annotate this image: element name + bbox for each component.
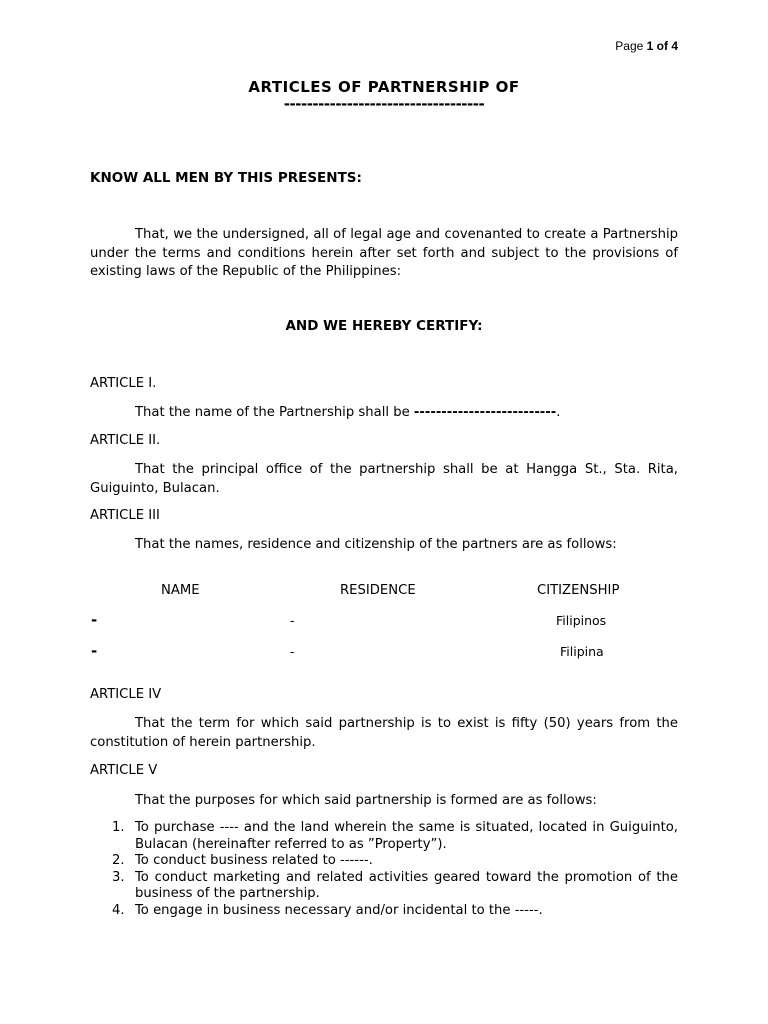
article-2-text: That the principal office of the partnership shall be at Hangga St., Sta. Rita, Guiguinto, Bulacan.	[90, 462, 678, 496]
article-1-text: That the name of the Partnership shall be --------------------------.	[135, 405, 561, 420]
column-header-name: NAME	[161, 583, 200, 598]
list-item: 1. To purchase ---- and the land wherein the same is situated, located in Guiguinto, Bulacan (hereinafter referred to as ”Property”).	[112, 820, 678, 852]
article-5-heading: ARTICLE V	[90, 763, 158, 778]
article-3-heading: ARTICLE III	[90, 508, 160, 523]
page-number: Page 1 of 4	[615, 39, 678, 53]
article-1-heading: ARTICLE I.	[90, 376, 157, 391]
partner-2-citizenship: Filipina	[560, 644, 604, 659]
certify-heading: AND WE HEREBY CERTIFY:	[285, 318, 483, 334]
column-header-citizenship: CITIZENSHIP	[537, 583, 620, 598]
know-all-men-heading: KNOW ALL MEN BY THIS PRESENTS:	[90, 170, 362, 186]
partner-1-citizenship: Filipinos	[556, 613, 607, 628]
partner-2-residence: -	[290, 644, 295, 659]
list-item: 4. To engage in business necessary and/or incidental to the -----.	[112, 902, 543, 918]
partner-1-name: -	[91, 611, 98, 629]
list-item: 3. To conduct marketing and related activities geared toward the promotion of the business of the partnership.	[112, 869, 678, 901]
article-5-text: That the purposes for which said partnership is formed are as follows:	[135, 793, 597, 808]
partner-1-residence: -	[290, 613, 295, 628]
partner-2-name: -	[91, 642, 98, 660]
intro-paragraph: That, we the undersigned, all of legal age and covenanted to create a Partnership under the terms and conditions herein after set forth and subject to the provisions of existing laws of the Republic of the Philippines:	[90, 227, 678, 279]
partnership-name-blank: -----------------------------------	[283, 95, 485, 113]
purposes-list	[90, 820, 678, 919]
article-3-text: That the names, residence and citizenship of the partners are as follows:	[135, 537, 617, 552]
article-4-heading: ARTICLE IV	[90, 687, 162, 702]
column-header-residence: RESIDENCE	[340, 583, 416, 598]
article-4-text: That the term for which said partnership is to exist is fifty (50) years from the constitution of herein partnership.	[90, 716, 678, 750]
partnership-name-field: --------------------------	[413, 405, 557, 420]
document-title: ARTICLES OF PARTNERSHIP OF	[248, 78, 520, 96]
list-item: 2. To conduct business related to ------.	[112, 853, 373, 868]
article-2-heading: ARTICLE II.	[90, 433, 161, 448]
